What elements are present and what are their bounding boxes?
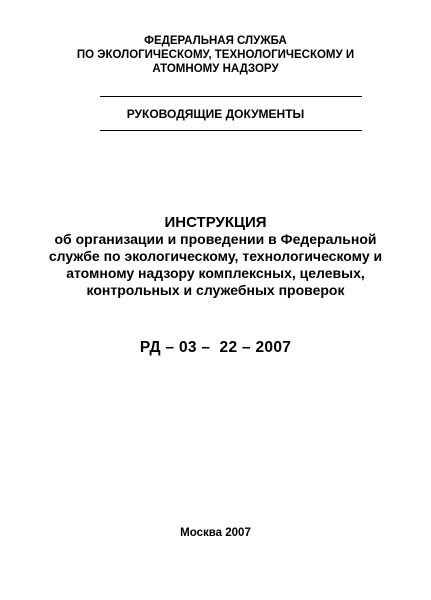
agency-line-1: ФЕДЕРАЛЬНАЯ СЛУЖБА xyxy=(144,35,287,47)
subject-line-1: об организации и проведении в Федеральной xyxy=(54,231,377,247)
subject-line-3: атомному надзору комплексных, целевых, xyxy=(66,265,365,281)
agency-line-3: АТОМНОМУ НАДЗОРУ xyxy=(152,63,279,75)
top-divider xyxy=(100,96,362,97)
bottom-divider xyxy=(100,130,362,131)
agency-line-2: ПО ЭКОЛОГИЧЕСКОМУ, ТЕХНОЛОГИЧЕСКОМУ И xyxy=(76,49,355,61)
agency-name xyxy=(0,34,431,76)
subject-line-4: контрольных и служебных проверок xyxy=(86,282,345,298)
document-subject xyxy=(0,231,431,299)
section-title: РУКОВОДЯЩИЕ ДОКУМЕНТЫ xyxy=(126,107,305,121)
document-type: ИНСТРУКЦИЯ xyxy=(164,214,267,231)
subject-line-2: службе по экологическому, технологическому и xyxy=(48,248,383,264)
place-and-year: Москва 2007 xyxy=(180,527,251,539)
document-code: РД – 03 – 22 – 2007 xyxy=(139,339,292,356)
